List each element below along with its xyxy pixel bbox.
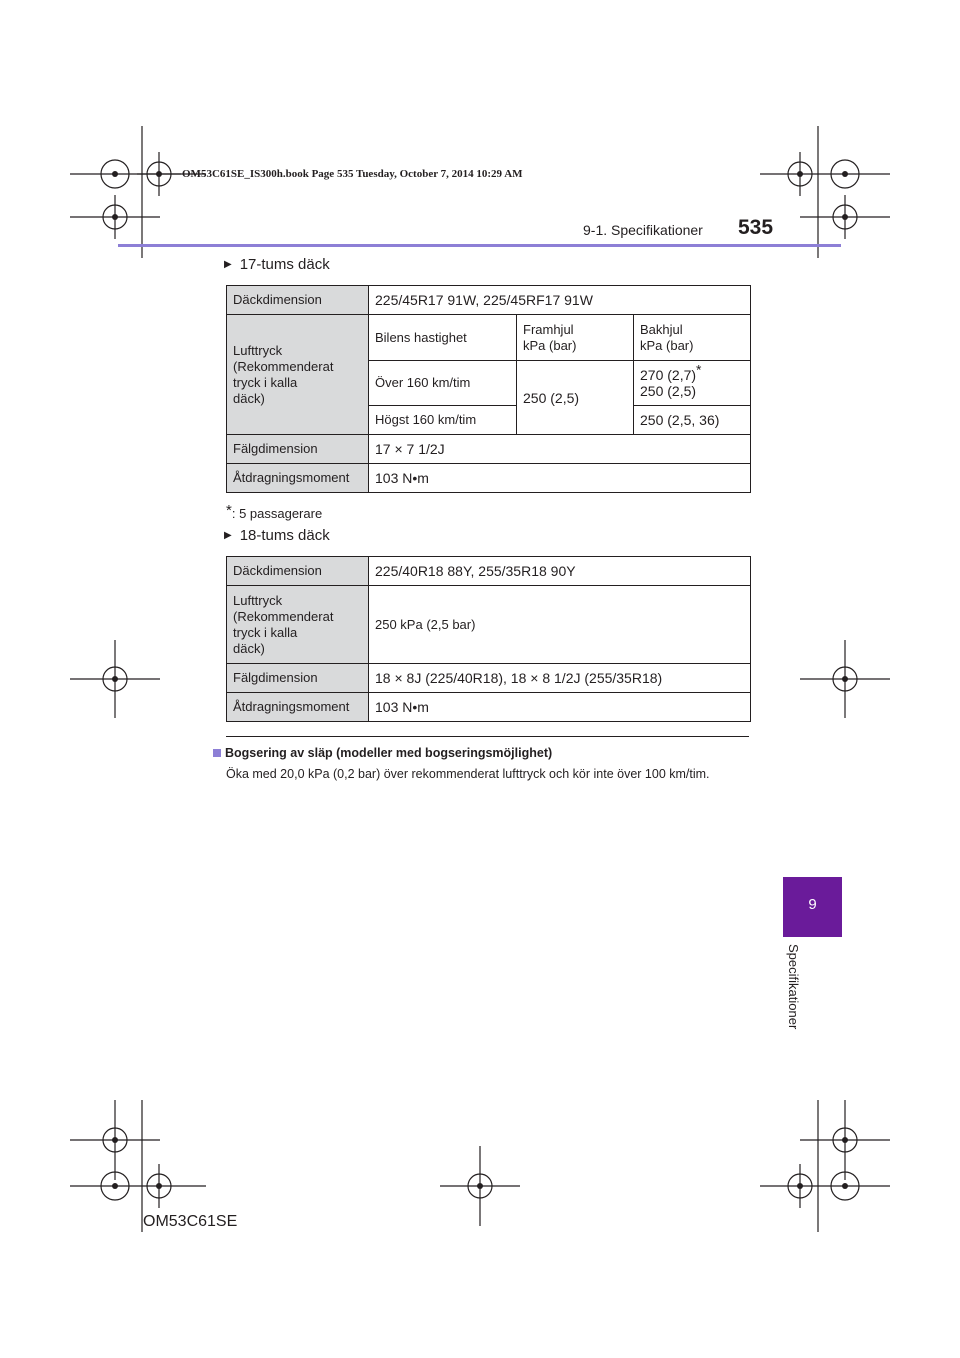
value-torque: 103 N•m [369,464,751,493]
label-pressure: Lufttryck (Rekommenderat tryck i kalla däck) [227,315,369,435]
tire-table-18 [226,556,751,722]
footnote-star: * [226,502,232,519]
speed-over: Över 160 km/tim [369,361,517,406]
value-rim: 17 × 7 1/2J [369,435,751,464]
section-title: 9-1. Specifikationer [583,222,703,238]
square-bullet-icon [213,749,221,757]
note-body: Öka med 20,0 kPa (0,2 bar) över rekommenderat lufttryck och kör inte över 100 km/tim. [226,767,710,781]
heading-18-inch [224,527,330,544]
page-number: 535 [738,216,774,239]
footnote [226,502,322,521]
heading-18-text: 18-tums däck [239,527,330,544]
front-value: 250 (2,5) [517,361,634,435]
rear-over-b: 250 (2,5) [640,383,697,399]
footer-code: OM53C61SE [143,1213,238,1230]
footnote-text: : 5 passagerare [231,506,323,521]
note-divider [226,736,749,737]
label-dimension-18: Däckdimension [227,557,369,586]
col-speed: Bilens hastighet [369,315,517,361]
header-rule [118,244,841,247]
value-pressure-18: 250 kPa (2,5 bar) [369,586,751,664]
chapter-number: 9 [808,896,817,913]
tire-table-17 [226,285,751,493]
chapter-label: Specifikationer [786,944,801,1030]
label-rim-18: Fälgdimension [227,664,369,693]
value-dimension-18: 225/40R18 88Y, 255/35R18 90Y [369,557,751,586]
label-rim: Fälgdimension [227,435,369,464]
col-front: Framhjul kPa (bar) [517,315,634,361]
col-rear: Bakhjul kPa (bar) [634,315,751,361]
rear-over-a: 270 (2,7) [640,367,697,383]
value-dimension: 225/45R17 91W, 225/45RF17 91W [369,286,751,315]
label-pressure-18: Lufttryck (Rekommenderat tryck i kalla däck) [227,586,369,664]
label-dimension: Däckdimension [227,286,369,315]
note-title [213,746,552,760]
value-rim-18: 18 × 8J (225/40R18), 18 × 8 1/2J (255/35R18) [369,664,751,693]
label-torque-18: Åtdragningsmoment [227,693,369,722]
arrow-right-icon: ▶ [224,259,232,270]
print-info-line: OM53C61SE_IS300h.book Page 535 Tuesday, October 7, 2014 10:29 AM [182,168,523,180]
value-torque-18: 103 N•m [369,693,751,722]
heading-17-text: 17-tums däck [239,256,330,273]
note-title-text: Bogsering av släp (modeller med bogseringsmöjlighet) [225,746,553,760]
speed-max: Högst 160 km/tim [369,406,517,435]
footnote-marker: * [696,361,702,378]
arrow-right-icon: ▶ [224,530,232,541]
heading-17-inch [224,256,330,273]
rear-max: 250 (2,5, 36) [634,406,751,435]
rear-over [634,361,751,406]
label-torque: Åtdragningsmoment [227,464,369,493]
